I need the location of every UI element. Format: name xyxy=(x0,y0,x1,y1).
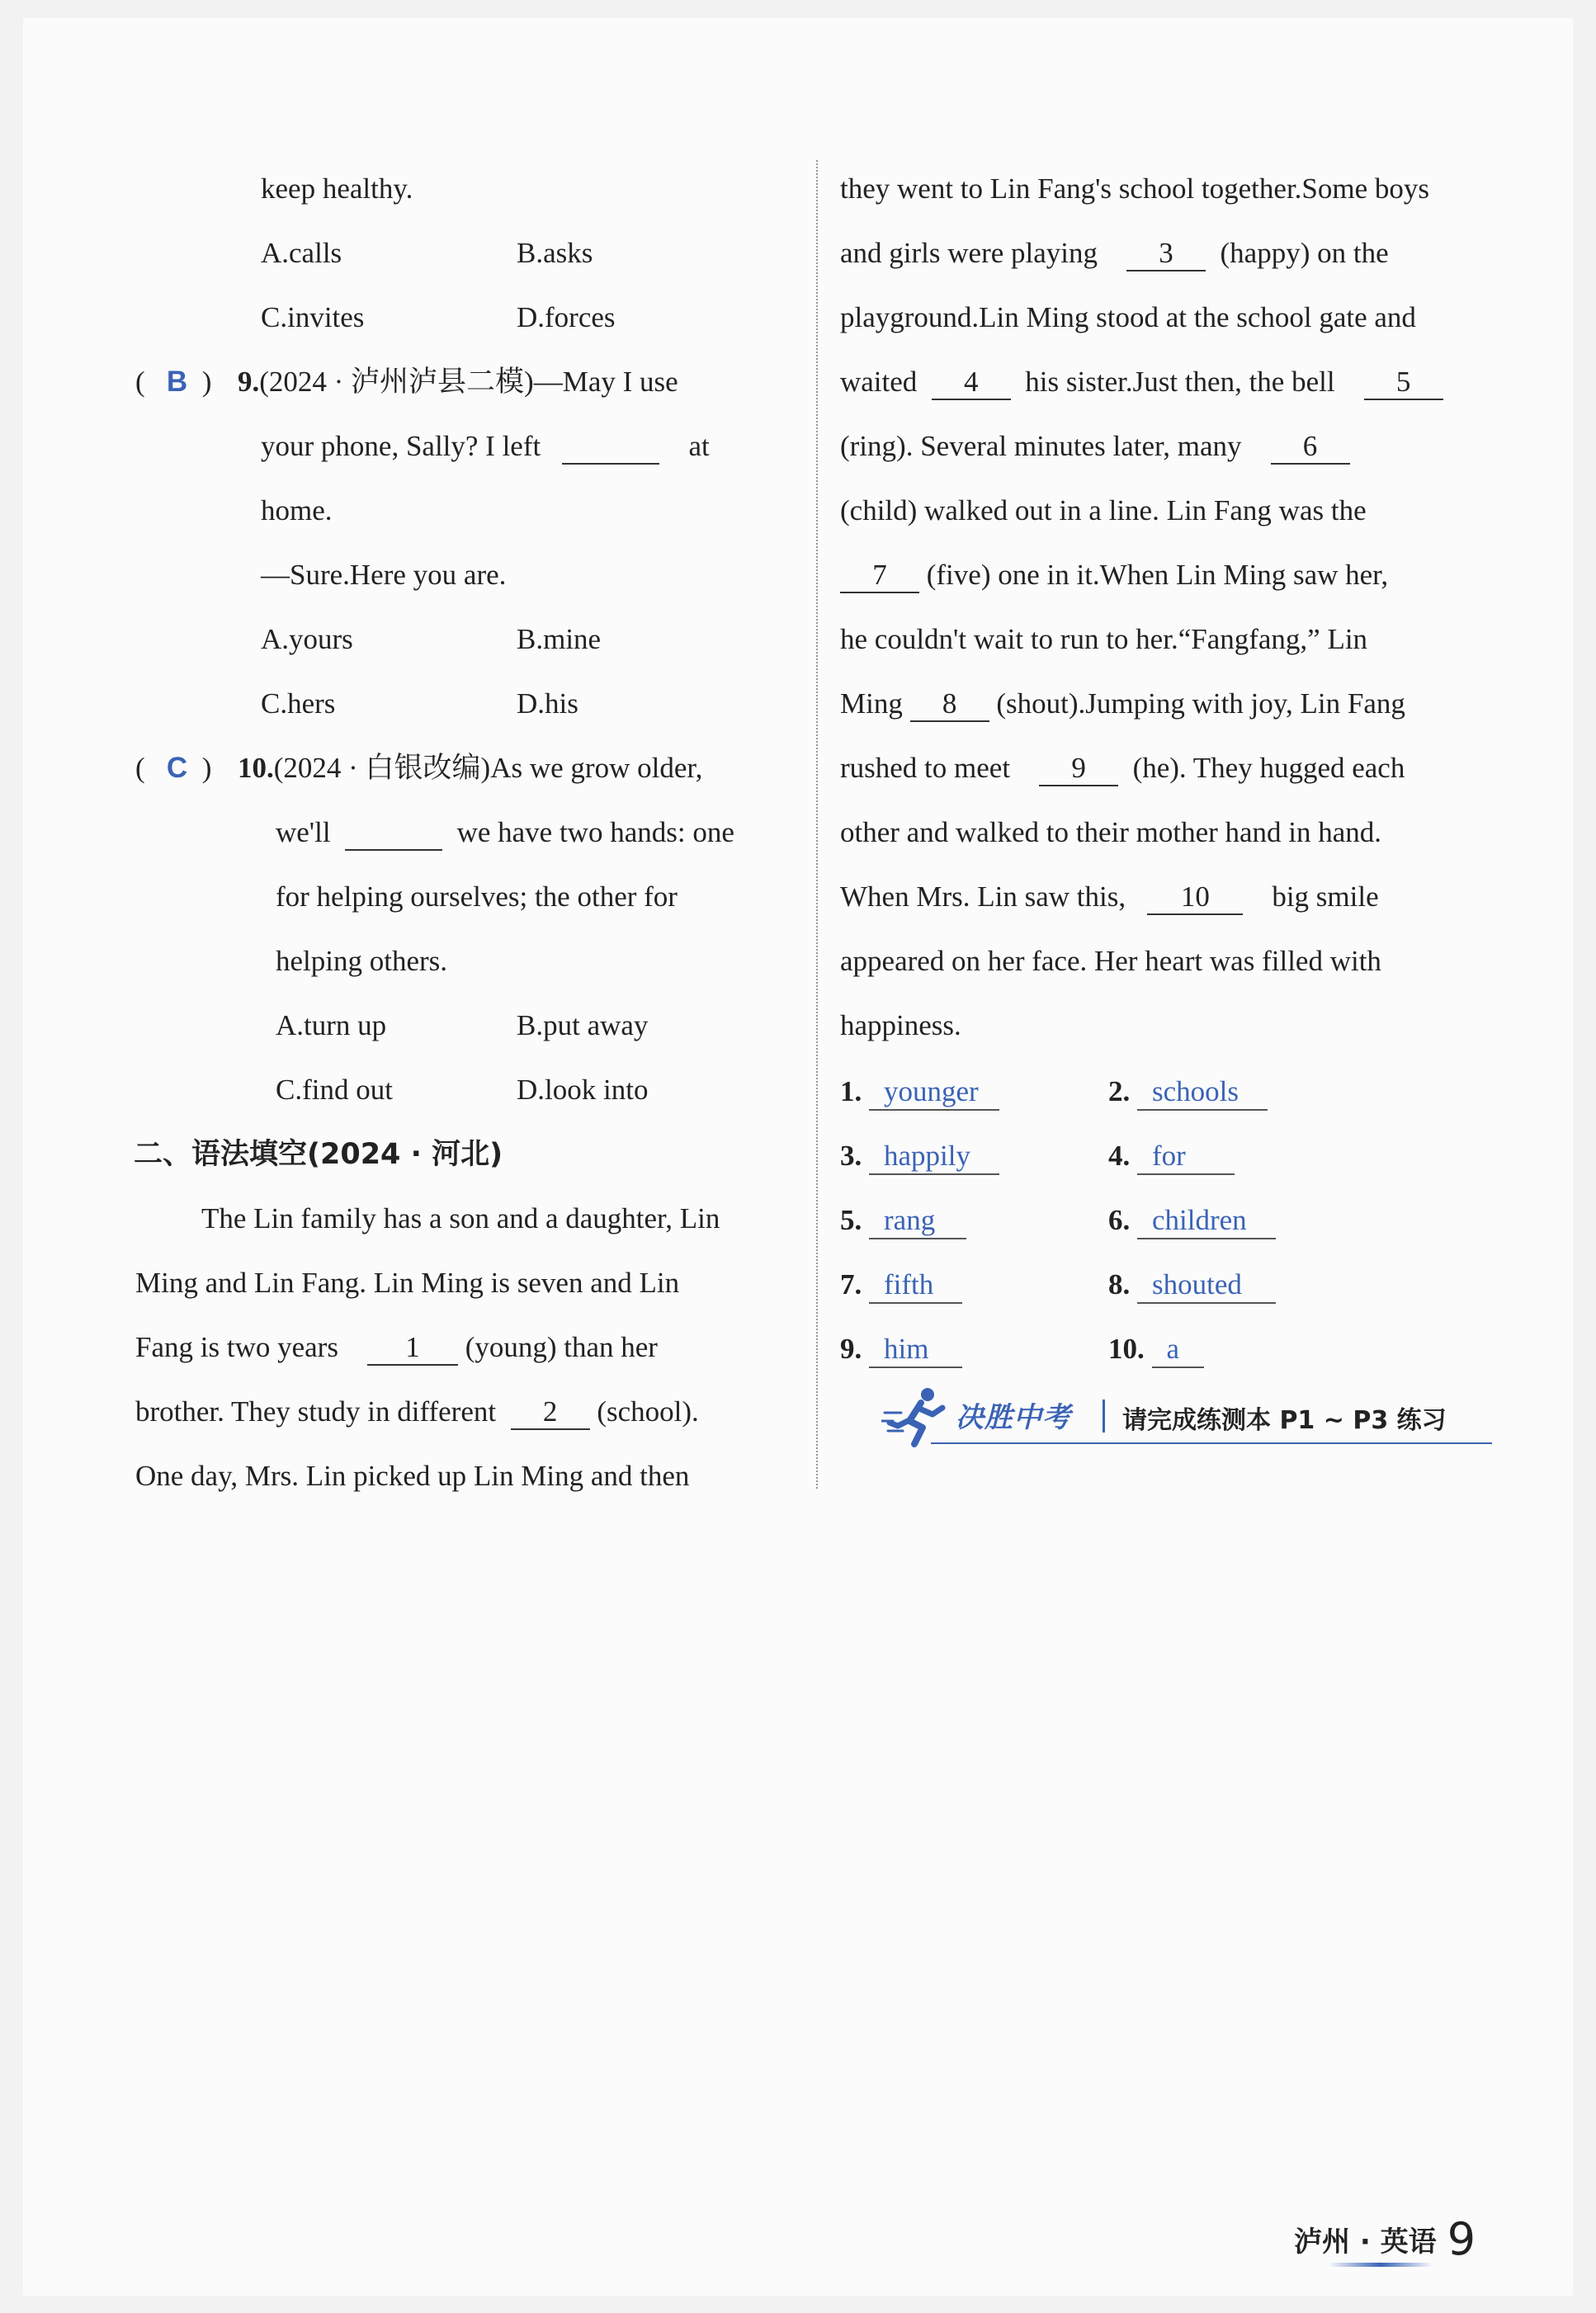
answer-item xyxy=(1108,1317,1376,1381)
passage-text: big smile xyxy=(1272,880,1379,913)
answer-item xyxy=(840,1253,1108,1317)
answer-text: rang xyxy=(869,1203,966,1239)
answer-text: for xyxy=(1137,1139,1235,1175)
answer-number: 6. xyxy=(1108,1204,1131,1236)
answer-number: 10. xyxy=(1108,1333,1145,1365)
passage-line-3 xyxy=(135,1315,792,1380)
passage-line-4 xyxy=(135,1380,792,1444)
banner-separator xyxy=(1103,1400,1105,1433)
answer-row xyxy=(840,1253,1497,1317)
option-d: D.look into xyxy=(517,1074,649,1106)
answer-text: schools xyxy=(1137,1074,1268,1111)
answer-text: happily xyxy=(869,1139,999,1175)
passage-line-15 xyxy=(840,736,1497,800)
q9-stem-2 xyxy=(135,414,792,479)
answer-text: fifth xyxy=(869,1267,962,1304)
passage-line-17 xyxy=(840,865,1497,929)
q10-blank xyxy=(345,816,442,851)
passage-text: (ring). Several minutes later, many xyxy=(840,430,1242,462)
runner-icon xyxy=(881,1383,956,1449)
q9-options-row-1 xyxy=(135,607,792,672)
answer-number: 1. xyxy=(840,1075,862,1107)
footer-accent-line xyxy=(1327,2263,1434,2267)
q10-head xyxy=(135,736,792,800)
passage-line-18: appeared on her face. Her heart was filled with xyxy=(840,945,1381,977)
answer-number: 3. xyxy=(840,1140,862,1172)
answer-key xyxy=(840,1060,1497,1381)
passage-line-10 xyxy=(840,414,1497,479)
q9-stem-2b: at xyxy=(688,430,710,462)
q10-answer: C xyxy=(166,752,188,784)
passage-line-9 xyxy=(840,350,1497,414)
answer-item xyxy=(1108,1188,1376,1253)
passage-text: (school). xyxy=(597,1395,699,1428)
option-b: B.mine xyxy=(517,623,602,655)
passage-line-2: Ming and Lin Fang. Lin Ming is seven and Lin xyxy=(135,1267,680,1299)
q9-answer-bracket: ( B ) xyxy=(135,366,212,398)
workbook-page xyxy=(23,18,1573,2296)
option-d: D.his xyxy=(517,687,578,720)
passage-text: rushed to meet xyxy=(840,752,1011,784)
section-title: 二、语法填空(2024 · 河北) xyxy=(134,1138,503,1171)
option-c: C.find out xyxy=(276,1074,393,1106)
answer-text: younger xyxy=(869,1074,999,1111)
passage-text: (five) one in it.When Lin Ming saw her, xyxy=(926,559,1389,591)
q10-stem-2 xyxy=(135,800,792,865)
blank-10: 10 xyxy=(1147,880,1243,915)
q10-stem-2b: we have two hands: one xyxy=(456,816,734,848)
q9-blank xyxy=(562,430,659,465)
answer-number: 2. xyxy=(1108,1075,1131,1107)
blank-3: 3 xyxy=(1126,237,1206,271)
passage-text: When Mrs. Lin saw this, xyxy=(840,880,1126,913)
answer-number: 7. xyxy=(840,1268,862,1300)
passage-text: waited xyxy=(840,366,918,398)
passage-line-13: he couldn't wait to run to her.“Fangfang,” Lin xyxy=(840,623,1368,655)
option-d: D.forces xyxy=(517,301,616,333)
passage-line-19: happiness. xyxy=(840,1009,961,1041)
banner-logo: 决胜中考 xyxy=(956,1401,1071,1434)
option-c: C.hers xyxy=(261,687,336,720)
option-b: B.asks xyxy=(517,237,593,269)
answer-row xyxy=(840,1188,1497,1253)
passage-line-14 xyxy=(840,672,1497,736)
blank-1: 1 xyxy=(367,1331,458,1366)
answer-row xyxy=(840,1060,1497,1124)
answer-item xyxy=(1108,1124,1376,1188)
answer-text: a xyxy=(1152,1332,1204,1368)
blank-8: 8 xyxy=(910,687,989,722)
banner-underline xyxy=(931,1442,1492,1444)
q9-stem-3: home. xyxy=(261,494,333,526)
page-number: 9 xyxy=(1447,2213,1476,2265)
q8-options-row-1 xyxy=(135,221,792,286)
q10-options-row-2 xyxy=(135,1058,792,1122)
option-c: C.invites xyxy=(261,301,365,333)
answer-text: children xyxy=(1137,1203,1276,1239)
q9-reply: —Sure.Here you are. xyxy=(261,559,507,591)
blank-4: 4 xyxy=(932,366,1011,400)
blank-6: 6 xyxy=(1271,430,1350,465)
option-b: B.put away xyxy=(517,1009,649,1041)
passage-text: (shout).Jumping with joy, Lin Fang xyxy=(996,687,1405,720)
answer-row xyxy=(840,1317,1497,1381)
passage-text: his sister.Just then, the bell xyxy=(1025,366,1335,398)
answer-item xyxy=(840,1317,1108,1381)
q10-answer-bracket: ( C ) xyxy=(135,752,212,784)
right-column xyxy=(840,157,1497,1381)
blank-9: 9 xyxy=(1039,752,1118,786)
answer-number: 5. xyxy=(840,1204,862,1236)
page-footer xyxy=(1294,2213,1476,2265)
option-a: A.yours xyxy=(261,623,353,655)
q8-continuation: keep healthy. xyxy=(261,172,413,205)
practice-banner xyxy=(881,1388,1459,1454)
passage-text: Ming xyxy=(840,687,903,720)
passage-text: Fang is two years xyxy=(135,1331,338,1363)
passage-text: and girls were playing xyxy=(840,237,1098,269)
passage-line-11: (child) walked out in a line. Lin Fang was the xyxy=(840,494,1367,526)
q10-stem-4: helping others. xyxy=(276,945,448,977)
answer-item xyxy=(840,1188,1108,1253)
q9-head xyxy=(135,350,792,414)
answer-item xyxy=(840,1060,1108,1124)
answer-number: 8. xyxy=(1108,1268,1131,1300)
answer-item xyxy=(840,1124,1108,1188)
passage-text: (happy) on the xyxy=(1220,237,1389,269)
passage-text: (he). They hugged each xyxy=(1132,752,1405,784)
passage-text: (young) than her xyxy=(465,1331,658,1363)
q8-options-row-2 xyxy=(135,286,792,350)
passage-line-1: The Lin family has a son and a daughter, Lin xyxy=(201,1202,720,1234)
answer-row xyxy=(840,1124,1497,1188)
banner-text: 请完成练测本 P1 ~ P3 练习 xyxy=(1122,1406,1447,1435)
q10-stem-2a: we'll xyxy=(276,816,331,848)
q9-options-row-2 xyxy=(135,672,792,736)
answer-item xyxy=(1108,1253,1376,1317)
passage-line-6: they went to Lin Fang's school together.Some boys xyxy=(840,172,1430,205)
passage-line-7 xyxy=(840,221,1497,286)
blank-7: 7 xyxy=(840,559,919,593)
q10-options-row-1 xyxy=(135,994,792,1058)
passage-line-8: playground.Lin Ming stood at the school gate and xyxy=(840,301,1416,333)
q9-answer: B xyxy=(166,366,188,398)
column-divider xyxy=(816,160,818,1489)
blank-2: 2 xyxy=(511,1395,590,1430)
answer-text: him xyxy=(869,1332,962,1368)
q10-number: 10. xyxy=(238,752,274,784)
left-column xyxy=(135,157,792,1508)
answer-text: shouted xyxy=(1137,1267,1276,1304)
q10-stem-3: for helping ourselves; the other for xyxy=(276,880,678,913)
passage-text: brother. They study in different xyxy=(135,1395,497,1428)
q9-stem-1: (2024 · 泸州泸县二模)—May I use xyxy=(259,366,678,398)
passage-line-5: One day, Mrs. Lin picked up Lin Ming and then xyxy=(135,1460,690,1492)
answer-number: 4. xyxy=(1108,1140,1131,1172)
answer-item xyxy=(1108,1060,1376,1124)
q9-stem-2a: your phone, Sally? I left xyxy=(261,430,541,462)
answer-number: 9. xyxy=(840,1333,862,1365)
option-a: A.turn up xyxy=(276,1009,387,1041)
passage-line-12 xyxy=(840,543,1497,607)
blank-5: 5 xyxy=(1364,366,1443,400)
passage-line-16: other and walked to their mother hand in hand. xyxy=(840,816,1382,848)
option-a: A.calls xyxy=(261,237,342,269)
footer-label: 泸州 · 英语 xyxy=(1294,2226,1437,2259)
q10-stem-1: (2024 · 白银改编)As we grow older, xyxy=(273,752,703,784)
q9-number: 9. xyxy=(238,366,260,398)
